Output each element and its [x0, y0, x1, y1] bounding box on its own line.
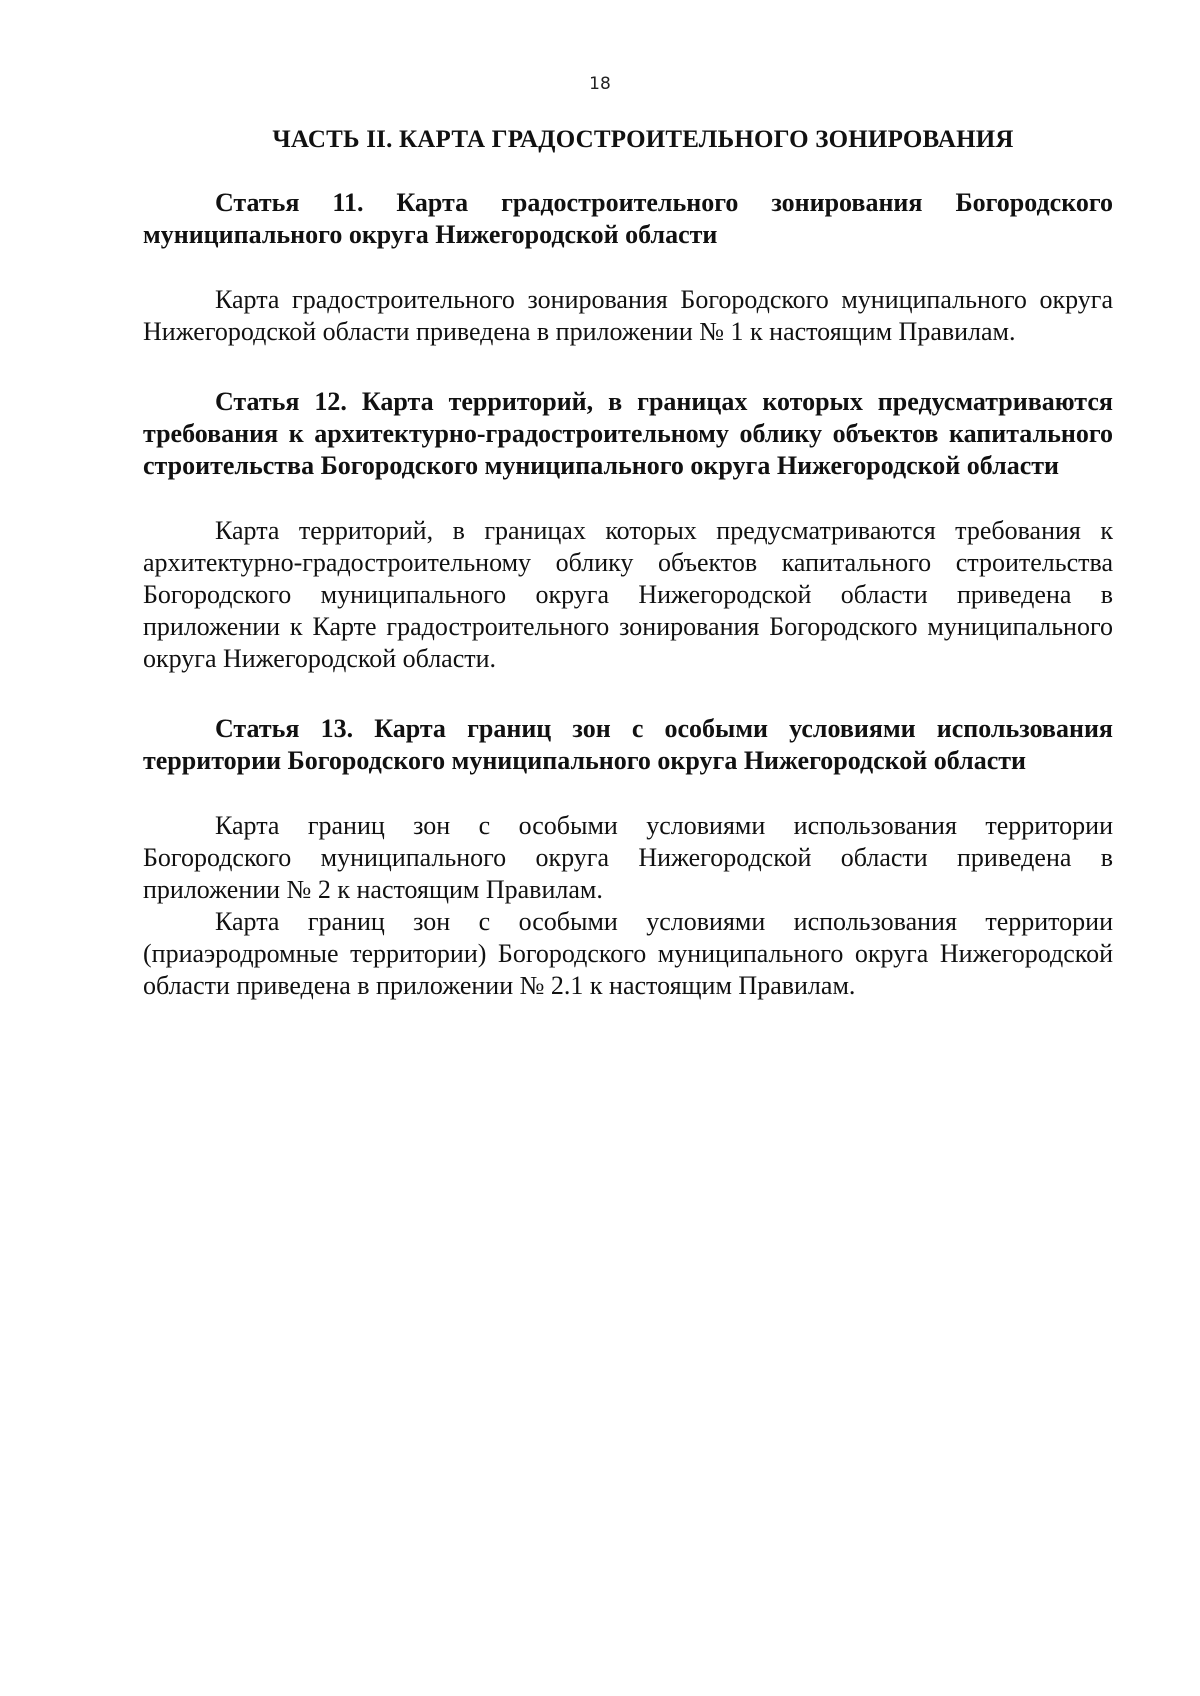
article-12-paragraph: Карта территорий, в границах которых предусматриваются требования к архитектурно-градостроительному облику объектов капитального строительства Богородского муниципального округа Нижегородской области приведена в приложении к Карте градостроительного зонирования Богородского муниципального округа Нижегородской области.: [143, 516, 1113, 673]
article-11: [143, 187, 1113, 348]
article-13-paragraph-2: Карта границ зон с особыми условиями использования территории (приаэродромные территории) Богородского муниципального округа Нижегородской области приведена в приложении № 2.1 к настоящим Правилам.: [143, 907, 1113, 1000]
article-11-heading: Статья 11. Карта градостроительного зонирования Богородского муниципального округа Нижегородской области: [143, 188, 1113, 249]
article-13-heading: Статья 13. Карта границ зон с особыми условиями использования территории Богородского муниципального округа Нижегородской области: [143, 714, 1113, 775]
article-11-paragraph: Карта градостроительного зонирования Богородского муниципального округа Нижегородской области приведена в приложении № 1 к настоящим Правилам.: [143, 285, 1113, 346]
article-13-paragraph-1: Карта границ зон с особыми условиями использования территории Богородского муниципального округа Нижегородской области приведена в приложении № 2 к настоящим Правилам.: [143, 811, 1113, 904]
page-number: 18: [589, 74, 611, 94]
article-12-heading: Статья 12. Карта территорий, в границах которых предусматриваются требования к архитектурно-градостроительному облику объектов капитального строительства Богородского муниципального округа Нижегородской области: [143, 387, 1113, 480]
document-body: [143, 124, 1113, 1002]
part-title: ЧАСТЬ II. КАРТА ГРАДОСТРОИТЕЛЬНОГО ЗОНИРОВАНИЯ: [272, 126, 1014, 153]
article-12: [143, 386, 1113, 675]
article-13: [143, 713, 1113, 1002]
